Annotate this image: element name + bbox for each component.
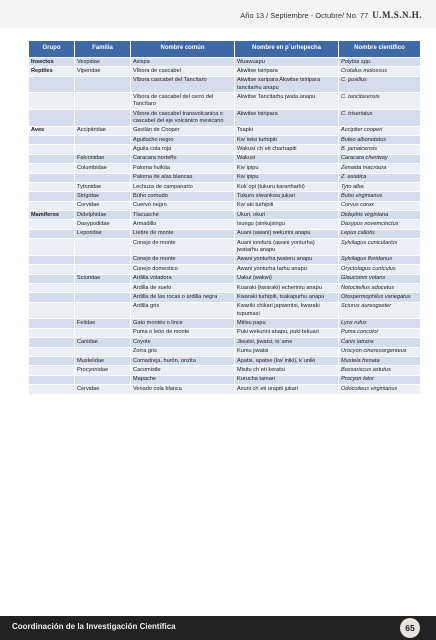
cell-familia bbox=[75, 347, 131, 356]
page-header bbox=[0, 0, 436, 28]
table-row bbox=[29, 192, 421, 201]
cell-nombre-cientifico: Oryctolagus cuniculus bbox=[339, 265, 421, 274]
cell-nombre-cientifico: C. triseriatus bbox=[339, 109, 421, 126]
cell-nombre-cientifico: Canis latrans bbox=[339, 338, 421, 347]
cell-nombre-comun: Armadillo bbox=[131, 220, 235, 229]
cell-nombre-comun: Gato montés o lince bbox=[131, 319, 235, 328]
cell-nombre-comun: Ardilla de suelo bbox=[131, 284, 235, 293]
footer-text: Coordinación de la Investigación Científica bbox=[12, 622, 176, 631]
cell-familia: Corvidae bbox=[75, 201, 131, 210]
cell-nombre-purhepecha: Tsapki bbox=[235, 126, 339, 135]
cell-grupo bbox=[29, 255, 75, 264]
table-row bbox=[29, 145, 421, 154]
cell-nombre-comun: Conejo domestico bbox=[131, 265, 235, 274]
cell-familia bbox=[75, 173, 131, 182]
column-header-familia: Familia bbox=[75, 41, 131, 58]
cell-nombre-purhepecha: Kw´iwisi turhipiti bbox=[235, 135, 339, 144]
cell-nombre-purhepecha: Wakusï bbox=[235, 154, 339, 163]
table-row bbox=[29, 319, 421, 328]
cell-nombre-purhepecha: Mitisu papu bbox=[235, 319, 339, 328]
table-row bbox=[29, 347, 421, 356]
table-row bbox=[29, 93, 421, 110]
cell-grupo bbox=[29, 229, 75, 238]
cell-familia bbox=[75, 93, 131, 110]
cell-nombre-comun: Conejo de monte bbox=[131, 239, 235, 256]
cell-nombre-purhepecha: Akwitse tsiripara bbox=[235, 109, 339, 126]
table-row bbox=[29, 109, 421, 126]
cell-nombre-purhepecha: Kwaraki turhipiti, tsakapurhu anapu bbox=[235, 293, 339, 302]
table-row bbox=[29, 375, 421, 384]
cell-nombre-cientifico: Corvus corax bbox=[339, 201, 421, 210]
cell-nombre-comun: Gavilán de Cooper bbox=[131, 126, 235, 135]
cell-nombre-purhepecha: Auani iondura (awani yonturha) jwatarhu anapu bbox=[235, 239, 339, 256]
cell-nombre-purhepecha: Tukuro siwankwa jukari bbox=[235, 192, 339, 201]
table-row bbox=[29, 366, 421, 375]
cell-grupo bbox=[29, 328, 75, 337]
cell-familia bbox=[75, 255, 131, 264]
cell-grupo bbox=[29, 375, 75, 384]
cell-nombre-comun: Avispa bbox=[131, 58, 235, 67]
cell-nombre-purhepecha: Isungu (sinkujsingu bbox=[235, 220, 339, 229]
cell-nombre-cientifico: Procyon lotor bbox=[339, 375, 421, 384]
cell-nombre-comun: Tlacuache bbox=[131, 211, 235, 220]
cell-grupo bbox=[29, 302, 75, 319]
cell-familia bbox=[75, 145, 131, 154]
cell-nombre-purhepecha: Kurucha tamari bbox=[235, 375, 339, 384]
cell-nombre-comun: Puma o león de monte bbox=[131, 328, 235, 337]
cell-nombre-purhepecha: Wakusï ch´eti charhapiti bbox=[235, 145, 339, 154]
cell-familia bbox=[75, 265, 131, 274]
cell-grupo bbox=[29, 201, 75, 210]
cell-familia: Procyonidae bbox=[75, 366, 131, 375]
cell-grupo bbox=[29, 135, 75, 144]
cell-nombre-comun: Cacomixtle bbox=[131, 366, 235, 375]
cell-nombre-comun: Lechuza de campanario bbox=[131, 182, 235, 191]
table-row bbox=[29, 76, 421, 93]
table-row bbox=[29, 338, 421, 347]
cell-nombre-comun: Ardilla voladora bbox=[131, 274, 235, 283]
journal-info bbox=[240, 10, 422, 20]
cell-familia: Dasypodidae bbox=[75, 220, 131, 229]
cell-nombre-purhepecha: Axuni ch´eti urapiti jukari bbox=[235, 385, 339, 394]
table-row bbox=[29, 173, 421, 182]
cell-nombre-purhepecha: Kw´ipipu bbox=[235, 164, 339, 173]
species-table bbox=[28, 40, 421, 395]
cell-nombre-cientifico: Glaucomis volans bbox=[339, 274, 421, 283]
cell-nombre-cientifico: C. tancitarensis bbox=[339, 93, 421, 110]
cell-nombre-purhepecha: Kw´aki turhipiti bbox=[235, 201, 339, 210]
cell-familia: Felidae bbox=[75, 319, 131, 328]
cell-nombre-comun: Conejo de monte bbox=[131, 255, 235, 264]
table-header-row bbox=[29, 41, 421, 58]
page-number: 65 bbox=[400, 618, 420, 638]
cell-nombre-purhepecha: Awani yonturha tarhu anapu bbox=[235, 265, 339, 274]
table-row bbox=[29, 302, 421, 319]
cell-familia: Mustelidae bbox=[75, 356, 131, 365]
cell-nombre-purhepecha: Ukuri, okuri bbox=[235, 211, 339, 220]
table-row bbox=[29, 255, 421, 264]
cell-nombre-cientifico: Didephis virginiana bbox=[339, 211, 421, 220]
cell-nombre-comun: Víbora de cascabel del cerro del Tancítaro bbox=[131, 93, 235, 110]
cell-grupo bbox=[29, 109, 75, 126]
cell-nombre-cientifico: Lepus callotis bbox=[339, 229, 421, 238]
table-row bbox=[29, 182, 421, 191]
cell-nombre-purhepecha: Akwitse Tancitarhu jwata anapu bbox=[235, 93, 339, 110]
cell-grupo bbox=[29, 284, 75, 293]
cell-nombre-cientifico: Sylvilagus cunicularius bbox=[339, 239, 421, 256]
cell-nombre-purhepecha: Apatsi, apatse (kw´iniki), k´uniki bbox=[235, 356, 339, 365]
cell-familia: Columbidae bbox=[75, 164, 131, 173]
table-row bbox=[29, 211, 421, 220]
cell-familia: Viperidae bbox=[75, 67, 131, 76]
cell-familia: Falconidae bbox=[75, 154, 131, 163]
cell-nombre-cientifico: Bassariscus astutus bbox=[339, 366, 421, 375]
cell-nombre-cientifico: Z. asiatica bbox=[339, 173, 421, 182]
cell-nombre-cientifico: Dasypus novemcinctus bbox=[339, 220, 421, 229]
cell-grupo bbox=[29, 145, 75, 154]
cell-nombre-cientifico: Mustela frenata bbox=[339, 356, 421, 365]
cell-grupo bbox=[29, 274, 75, 283]
cell-grupo: Reptiles bbox=[29, 67, 75, 76]
cell-nombre-cientifico: Polybia spp. bbox=[339, 58, 421, 67]
cell-familia bbox=[75, 302, 131, 319]
cell-grupo: Insectos bbox=[29, 58, 75, 67]
cell-grupo bbox=[29, 182, 75, 191]
cell-familia bbox=[75, 284, 131, 293]
column-header-nombre-cientifico: Nombre científico bbox=[339, 41, 421, 58]
cell-nombre-cientifico: Odocoileus virginianus bbox=[339, 385, 421, 394]
cell-grupo bbox=[29, 347, 75, 356]
cell-nombre-purhepecha: Wuawuapu bbox=[235, 58, 339, 67]
table-row bbox=[29, 67, 421, 76]
cell-nombre-cientifico: Notocitellus adocetus bbox=[339, 284, 421, 293]
cell-nombre-comun: Coyote bbox=[131, 338, 235, 347]
cell-familia bbox=[75, 375, 131, 384]
cell-nombre-purhepecha: Jiwatsi, jiwatsi, ts´ame bbox=[235, 338, 339, 347]
column-header-nombre-comun: Nombre común bbox=[131, 41, 235, 58]
cell-nombre-cientifico: Bubo virginianus bbox=[339, 192, 421, 201]
table-row bbox=[29, 356, 421, 365]
cell-grupo bbox=[29, 338, 75, 347]
cell-familia bbox=[75, 76, 131, 93]
cell-nombre-comun: Cuervo negro bbox=[131, 201, 235, 210]
cell-nombre-cientifico: Lynx rufus bbox=[339, 319, 421, 328]
journal-issue: Año 13 / Septiembre - Octubre/ No. 77 bbox=[240, 11, 369, 20]
cell-nombre-cientifico: Zenaida macroura bbox=[339, 164, 421, 173]
cell-nombre-purhepecha: Akwitse xaripara Akwitse tsiripara tancitarhu anapu bbox=[235, 76, 339, 93]
species-table-container bbox=[28, 40, 420, 395]
cell-nombre-purhepecha: Uakui (wakwi) bbox=[235, 274, 339, 283]
table-row bbox=[29, 239, 421, 256]
cell-nombre-purhepecha: Auani (awani) wekurini anapu bbox=[235, 229, 339, 238]
cell-grupo bbox=[29, 164, 75, 173]
cell-nombre-comun: Aguilucho negro bbox=[131, 135, 235, 144]
cell-nombre-comun: Paloma de alas blancas bbox=[131, 173, 235, 182]
table-row bbox=[29, 126, 421, 135]
cell-nombre-cientifico: Tyto alba bbox=[339, 182, 421, 191]
cell-nombre-cientifico: Otospermophilus variegatus bbox=[339, 293, 421, 302]
table-row bbox=[29, 385, 421, 394]
cell-grupo bbox=[29, 173, 75, 182]
table-row bbox=[29, 274, 421, 283]
cell-nombre-comun: Ardilla gris bbox=[131, 302, 235, 319]
table-row bbox=[29, 58, 421, 67]
cell-nombre-comun: Águila cola roja bbox=[131, 145, 235, 154]
table-row bbox=[29, 293, 421, 302]
cell-nombre-comun: Paloma huilota bbox=[131, 164, 235, 173]
cell-grupo bbox=[29, 76, 75, 93]
cell-nombre-purhepecha: Kumu jiwatsi bbox=[235, 347, 339, 356]
cell-nombre-purhepecha: Awani yonturha jwateru anapu bbox=[235, 255, 339, 264]
cell-nombre-purhepecha: Puki wekurini anapu, puki tekuari bbox=[235, 328, 339, 337]
cell-nombre-cientifico: Puma concolor bbox=[339, 328, 421, 337]
cell-grupo bbox=[29, 192, 75, 201]
table-row bbox=[29, 229, 421, 238]
cell-grupo bbox=[29, 239, 75, 256]
cell-familia: Didelphidae bbox=[75, 211, 131, 220]
cell-familia bbox=[75, 239, 131, 256]
table-row bbox=[29, 328, 421, 337]
cell-nombre-purhepecha: Kw´ipipu bbox=[235, 173, 339, 182]
cell-familia: Accipitridae bbox=[75, 126, 131, 135]
cell-nombre-cientifico: Urocyon cinereoargenteus bbox=[339, 347, 421, 356]
cell-nombre-cientifico: Sciurus aureogaster bbox=[339, 302, 421, 319]
page-footer bbox=[0, 616, 436, 640]
column-header-nombre-purhepecha: Nombre en p´urhepecha bbox=[235, 41, 339, 58]
table-row bbox=[29, 265, 421, 274]
cell-familia bbox=[75, 135, 131, 144]
table-row bbox=[29, 201, 421, 210]
cell-nombre-comun: Caracara norteño bbox=[131, 154, 235, 163]
cell-familia bbox=[75, 328, 131, 337]
cell-grupo: Aves bbox=[29, 126, 75, 135]
table-row bbox=[29, 284, 421, 293]
cell-nombre-comun: Liebre de monte bbox=[131, 229, 235, 238]
cell-nombre-cientifico: Buteo albonotatus bbox=[339, 135, 421, 144]
cell-grupo bbox=[29, 154, 75, 163]
cell-grupo bbox=[29, 293, 75, 302]
cell-nombre-comun: Víbora de cascabel bbox=[131, 67, 235, 76]
cell-nombre-comun: Búho cornudo bbox=[131, 192, 235, 201]
cell-familia: Strigidae bbox=[75, 192, 131, 201]
cell-grupo bbox=[29, 319, 75, 328]
cell-grupo bbox=[29, 265, 75, 274]
cell-nombre-cientifico: Crotalus molossus bbox=[339, 67, 421, 76]
table-row bbox=[29, 154, 421, 163]
column-header-grupo: Grupo bbox=[29, 41, 75, 58]
cell-grupo bbox=[29, 220, 75, 229]
cell-grupo bbox=[29, 93, 75, 110]
cell-nombre-comun: Víbora de cascabel transvolcanica o cascabel del eje volcánico mexicano bbox=[131, 109, 235, 126]
cell-nombre-comun: Mapache bbox=[131, 375, 235, 384]
university-name: U.M.S.N.H. bbox=[372, 10, 422, 20]
cell-nombre-comun: Venado cola blanca bbox=[131, 385, 235, 394]
cell-familia bbox=[75, 293, 131, 302]
cell-familia: Vespidae bbox=[75, 58, 131, 67]
table-body bbox=[29, 58, 421, 395]
cell-nombre-cientifico: Accipiter cooperi bbox=[339, 126, 421, 135]
cell-familia: Sciuridae bbox=[75, 274, 131, 283]
cell-nombre-comun: Ardilla de las rocas o ardilla negra bbox=[131, 293, 235, 302]
table-row bbox=[29, 220, 421, 229]
cell-nombre-comun: Zorra gris bbox=[131, 347, 235, 356]
cell-nombre-comun: Víbora cascabel del Tancítaro bbox=[131, 76, 235, 93]
cell-nombre-purhepecha: Akwitse tsiripara bbox=[235, 67, 339, 76]
cell-familia: Canidae bbox=[75, 338, 131, 347]
cell-grupo bbox=[29, 356, 75, 365]
cell-nombre-purhepecha: Kuaraki (kwaraki) echerintu anapu bbox=[235, 284, 339, 293]
cell-familia: Tytonidae bbox=[75, 182, 131, 191]
cell-nombre-cientifico: C. pusillus bbox=[339, 76, 421, 93]
cell-familia: Cervidae bbox=[75, 385, 131, 394]
cell-nombre-cientifico: Sylvilagus floridanus bbox=[339, 255, 421, 264]
cell-nombre-purhepecha: Kwariki chikari japwentsi, kwaraki tupumasi bbox=[235, 302, 339, 319]
cell-nombre-purhepecha: Misitu ch´eti keratsi bbox=[235, 366, 339, 375]
cell-grupo: Mamíferos bbox=[29, 211, 75, 220]
table-row bbox=[29, 164, 421, 173]
cell-nombre-comun: Comadreja, hurón, onzita bbox=[131, 356, 235, 365]
cell-nombre-cientifico: Caracara cheriway bbox=[339, 154, 421, 163]
table-row bbox=[29, 135, 421, 144]
cell-grupo bbox=[29, 366, 75, 375]
cell-familia bbox=[75, 109, 131, 126]
cell-nombre-purhepecha: Kok´opi (tukuru karanharhi) bbox=[235, 182, 339, 191]
cell-familia: Leporidae bbox=[75, 229, 131, 238]
cell-grupo bbox=[29, 385, 75, 394]
cell-nombre-cientifico: B. jamaicensis bbox=[339, 145, 421, 154]
